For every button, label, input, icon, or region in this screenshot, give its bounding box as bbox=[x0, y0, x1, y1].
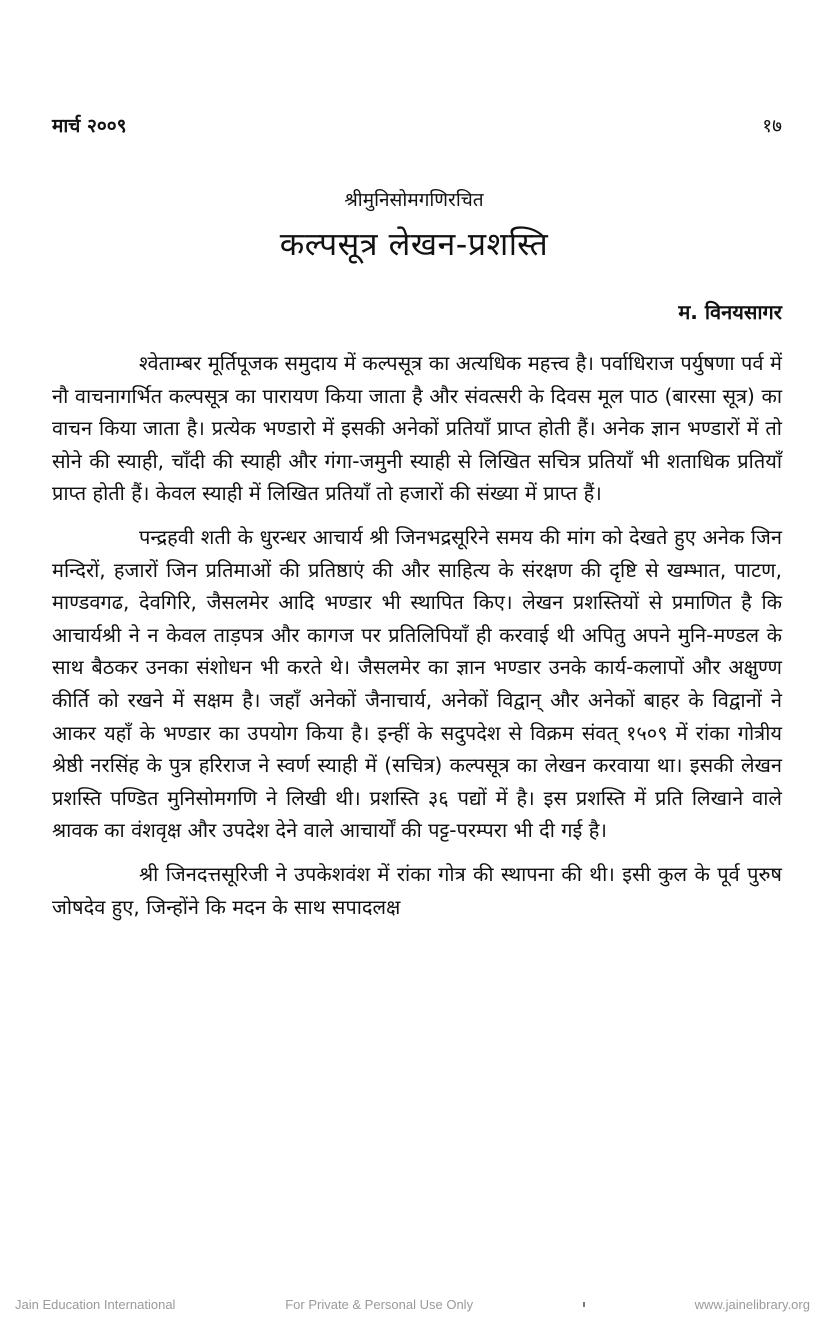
publisher-name: Jain Education International bbox=[15, 1297, 176, 1312]
website-link[interactable]: www.jainelibrary.org bbox=[694, 1297, 810, 1312]
usage-note: For Private & Personal Use Only bbox=[285, 1297, 474, 1312]
article-body bbox=[52, 347, 782, 934]
paragraph: श्री जिनदत्तसूरिजी ने उपकेशवंश में रांका गोत्र की स्थापना की थी। इसी कुल के पूर्व पुरुष जोषदेव हुए, जिन्होंने कि मदन के साथ सपादलक्ष bbox=[52, 861, 782, 919]
article-author: म. विनयसागर bbox=[678, 300, 782, 324]
article-title: कल्पसूत्र लेखन-प्रशस्ति bbox=[279, 225, 549, 263]
page-header bbox=[52, 112, 782, 138]
page-footer bbox=[15, 1297, 810, 1312]
issue-date: मार्च २००९ bbox=[52, 115, 127, 137]
article-subtitle: श्रीमुनिसोमगणिरचित bbox=[344, 189, 484, 211]
paragraph: श्वेताम्बर मूर्तिपूजक समुदाय में कल्पसूत्र का अत्यधिक महत्त्व है। पर्वाधिराज पर्युषणा पर्व में नौ वाचनागर्भित कल्पसूत्र का पारायण किया जाता है और संवत्सरी के दिवस मूल पाठ (बारसा सूत्र) का वाचन किया जाता है। प्रत्येक भण्डारो में इसकी अनेकों प्रतियाँ प्राप्त होती हैं। अनेक ज्ञान भण्डारों में तो सोने की स्याही, चाँदी की स्याही और गंगा-जमुनी स्याही से लिखित सचित्र प्रतियाँ भी शताधिक प्रतियाँ प्राप्त होती हैं। केवल स्याही में लिखित प्रतियाँ तो हजारों की संख्या में प्राप्त हैं। bbox=[52, 351, 782, 506]
paragraph: पन्द्रहवी शती के धुरन्धर आचार्य श्री जिनभद्रसूरिने समय की मांग को देखते हुए अनेक जिन मन्दिरों, हजारों जिन प्रतिमाओं की प्रतिष्ठाएं की और साहित्य के संरक्षण की दृष्टि से खम्भात, पाटण, माण्डवगढ, देवगिरि, जैसलमेर आदि भण्डार भी स्थापित किए। लेखन प्रशस्तियों से प्रमाणित है कि आचार्यश्री ने न केवल ताड़पत्र और कागज पर प्रतिलिपियाँ ही करवाई थी अपितु अपने मुनि-मण्डल के साथ बैठकर उनका संशोधन भी करते थे। जैसलमेर का ज्ञान भण्डार उनके कार्य-कलापों और अक्षुण्ण कीर्ति को रखने में सक्षम है। जहाँ अनेकों जैनाचार्य, अनेकों विद्वान् और अनेकों बाहर के विद्वानों ने आकर यहाँ के भण्डार का उपयोग किया है। इन्हीं के सदुपदेश से विक्रम संवत् १५०९ में रांका गोत्रीय श्रेष्ठी नरसिंह के पुत्र हरिराज ने स्वर्ण स्याही में (सचित्र) कल्पसूत्र का लेखन करवाया था। इसकी लेखन प्रशस्ति पण्डित मुनिसोमगणि ने लिखी थी। प्रशस्ति ३६ पद्यों में है। इस प्रशस्ति में प्रति लिखाने वाले श्रावक का वंशवृक्ष और उपदेश देने वाले आचार्यों की पट्ट-परम्परा भी दी गई है। bbox=[52, 524, 782, 843]
separator-mark bbox=[583, 1302, 585, 1307]
page-number: १७ bbox=[762, 115, 782, 137]
